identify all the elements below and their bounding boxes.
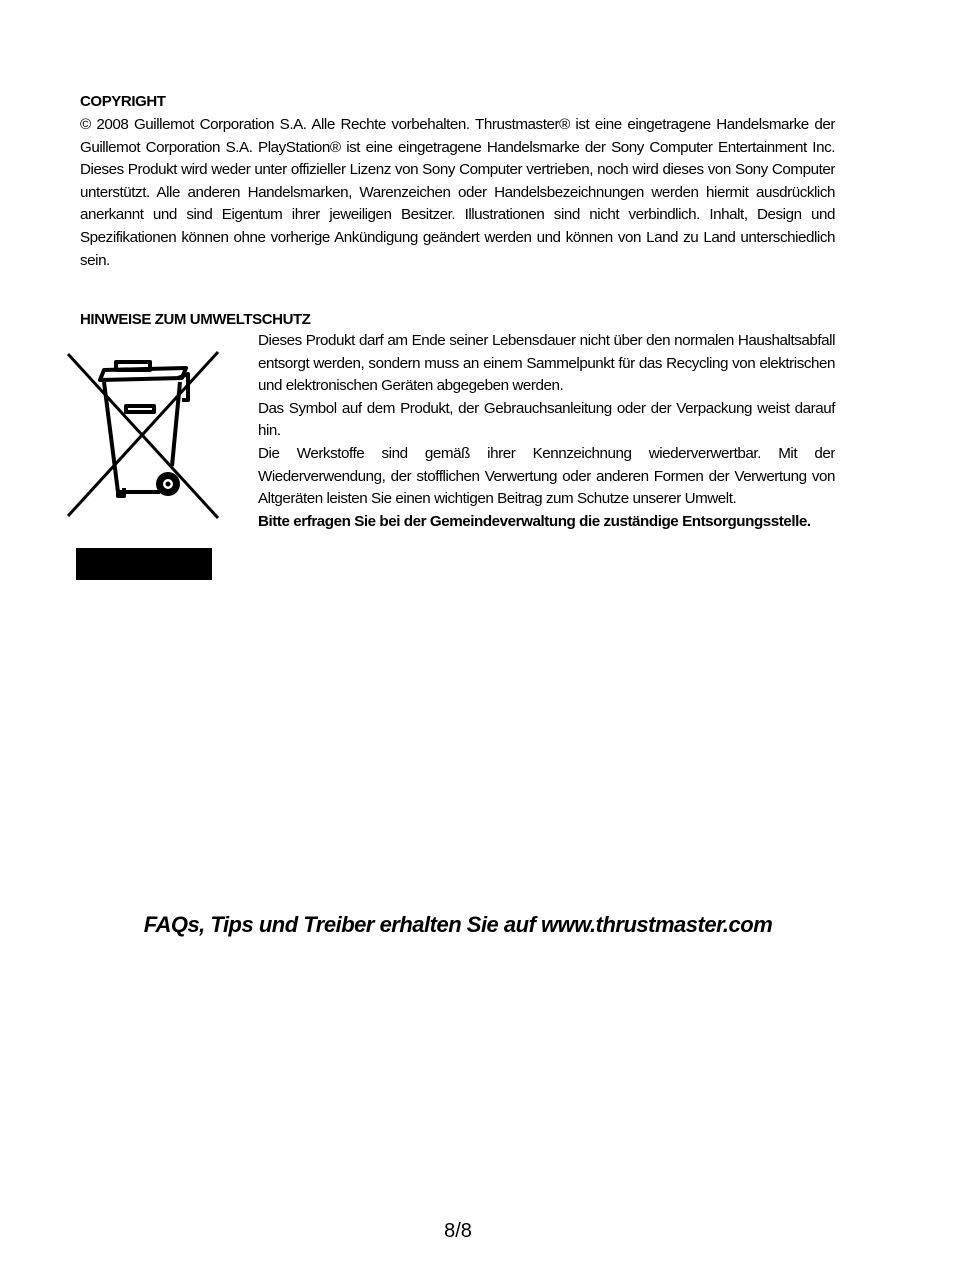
environment-text xyxy=(258,330,835,533)
environment-paragraph-1: Dieses Produkt darf am Ende seiner Lebensdauer nicht über den normalen Haushaltsabfall entsorgt werden, sondern muss an einem Sammelpunkt für das Recycling von elektrischen und elektronischen Geräten abgegeben werden. xyxy=(258,332,835,395)
environment-paragraph-3: Die Werkstoffe sind gemäß ihrer Kennzeichnung wiederverwertbar. Mit der Wiederverwendung, der stofflichen Verwertung oder anderen Formen der Verwertung von Altgeräten leisten Sie einen wichtigen Beitrag zum Schutze unserer Umwelt. xyxy=(258,444,835,508)
copyright-heading: COPYRIGHT xyxy=(80,93,166,110)
copyright-text: © 2008 Guillemot Corporation S.A. Alle Rechte vorbehalten. Thrustmaster® ist eine eingetragene Handelsmarke der Guillemot Corporation S.A. PlayStation® ist eine eingetragene Handelsmarke der Sony Computer Entertainment Inc. Dieses Produkt wird weder unter offizieller Lizenz von Sony Computer vertrieben, noch wird dieses von Sony Computer unterstützt. Alle anderen Handelsmarken, Warenzeichen oder Handelsbezeichnungen werden hiermit ausdrücklich anerkannt und sind Eigentum ihrer jeweiligen Besitzer. Illustrationen sind nicht verbindlich. Inhalt, Design und Spezifikationen können ohne vorherige Ankündigung geändert werden und können von Land zu Land unterschiedlich sein. xyxy=(80,116,835,269)
environment-paragraph-2: Das Symbol auf dem Produkt, der Gebrauchsanleitung oder der Verpackung weist darauf hin. xyxy=(258,399,835,440)
faq-website-line: FAQs, Tips und Treiber erhalten Sie auf www.thrustmaster.com xyxy=(143,912,773,937)
page-number: 8/8 xyxy=(444,1220,472,1242)
crossed-out-wheelie-bin-icon xyxy=(64,348,222,520)
disposal-note: Bitte erfragen Sie bei der Gemeindeverwaltung die zuständige Entsorgungsstelle. xyxy=(258,512,811,530)
environment-heading: HINWEISE ZUM UMWELTSCHUTZ xyxy=(80,311,311,328)
separate-collection-bar xyxy=(76,548,212,580)
